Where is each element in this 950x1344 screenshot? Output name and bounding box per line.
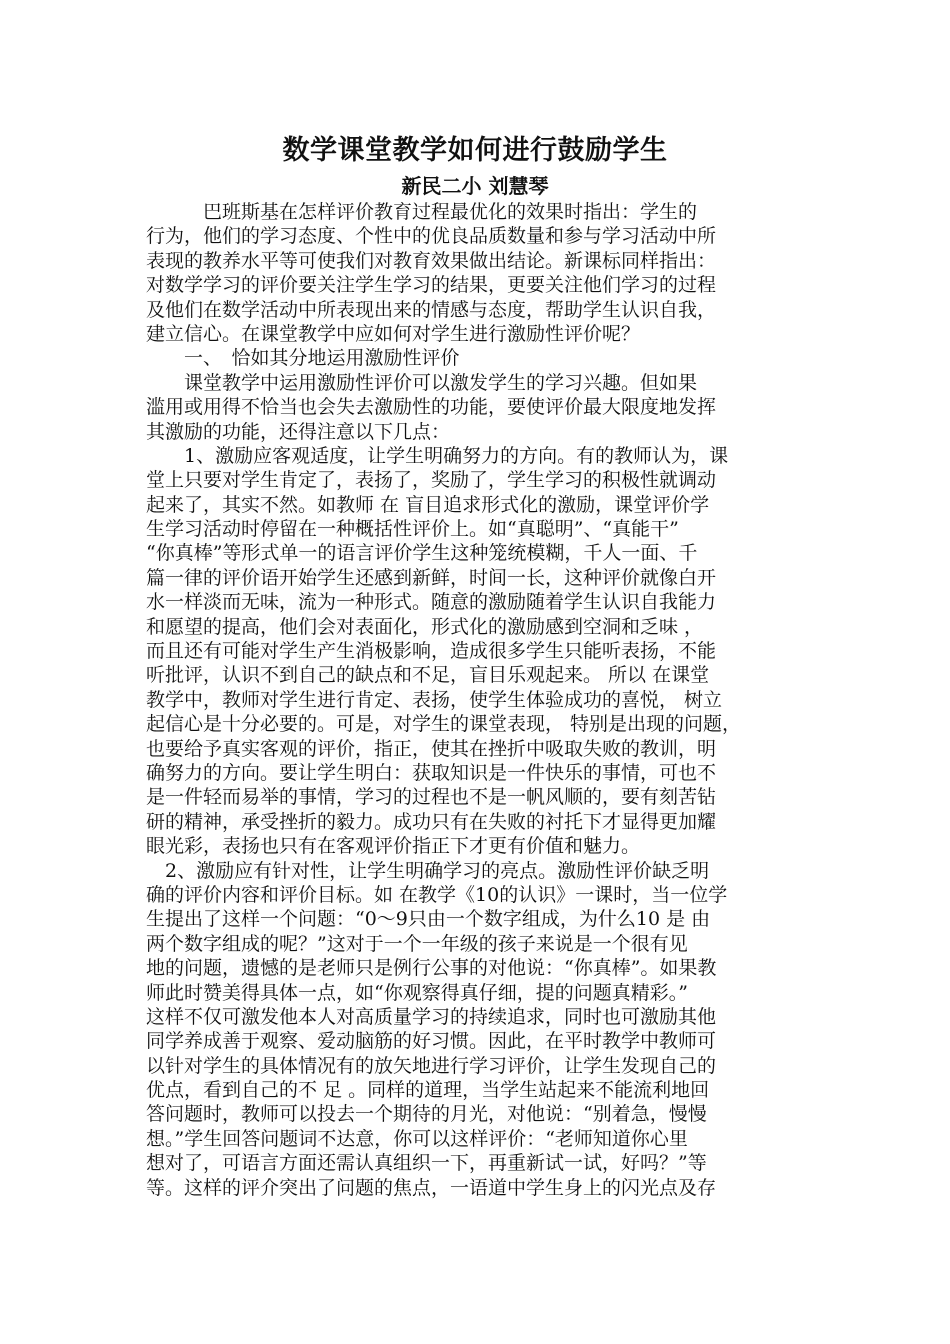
body-line: 对数学学习的评价要关注学生学习的结果，更要关注他们学习的过程 [146,274,717,297]
body-line: 和愿望的提高，他们会对表面化，形式化的激励感到空洞和乏味 ， [146,615,704,638]
body-line: 听批评，认识不到自己的缺点和不足，盲目乐观起来。 所以 在课堂 [146,664,710,687]
body-line: 优点，看到自己的不 足 。同样的道理，当学生站起来不能流利地回 [146,1079,710,1102]
body-line: 滥用或用得不恰当也会失去激励性的功能，要使评价最大限度地发挥 [146,396,717,419]
body-line: 这样不仅可激发他本人对高质量学习的持续追求，同时也可激励其他 [146,1005,717,1028]
body-line: 答问题时，教师可以投去一个期待的月光，对他说：“别着急，慢慢 [146,1103,707,1126]
body-line: 2、激励应有针对性，让学生明确学习的亮点。激励性评价缺乏明 [146,859,710,882]
document-body [146,200,808,1200]
body-line: 教学中，教师对学生进行肯定、表扬，使学生体验成功的喜悦， 树立 [146,688,723,711]
body-line: 及他们在数学活动中所表现出来的情感与态度，帮助学生认识自我， [146,298,717,321]
body-line: 想对了，可语言方面还需认真组织一下，再重新试一试，好吗？”等 [146,1152,707,1175]
body-line: 起信心是十分必要的。可是，对学生的课堂表现， 特别是出现的问题， [146,713,742,736]
body-line: 确努力的方向。要让学生明白：获取知识是一件快乐的事情，可也不 [146,761,717,784]
body-line: 师此时赞美得具体一点，如“你观察得真仔细，提的问题真精彩。” [146,981,688,1004]
body-line: 表现的教养水平等可使我们对教育效果做出结论。新课标同样指出： [146,249,717,272]
body-line: 同学养成善于观察、爱动脑筋的好习惯。因此，在平时教学中教师可 [146,1030,717,1053]
body-line: 起来了，其实不然。如教师 在 盲目追求形式化的激励，课堂评价学 [146,493,710,516]
body-line: 而且还有可能对学生产生消极影响，造成很多学生只能听表扬，不能 [146,640,717,663]
body-line: 水一样淡而无味，流为一种形式。随意的激励随着学生认识自我能力 [146,591,717,614]
body-line: 巴班斯基在怎样评价教育过程最优化的效果时指出：学生的 [146,201,698,223]
body-line: 生提出了这样一个问题：“0～9只由一个数字组成，为什么10 是 由 [146,908,711,931]
document-author: 新民二小 刘慧琴 [401,174,549,198]
body-line: 研的精神，承受挫折的毅力。成功只有在失败的衬托下才显得更加耀 [146,810,717,833]
body-line: 一、 恰如其分地运用激励性评价 [146,347,460,370]
body-line: 两个数字组成的呢？”这对于一个一年级的孩子来说是一个很有见 [146,932,688,955]
body-line: 想。”学生回答问题词不达意，你可以这样评价：“老师知道你心里 [146,1127,688,1150]
body-line: 确的评价内容和评价目标。如 在教学《10的认识》一课时，当一位学 [146,883,728,906]
body-line: 以针对学生的具体情况有的放矢地进行学习评价，让学生发现自己的 [146,1054,717,1077]
document-title: 数学课堂教学如何进行鼓励学生 [282,135,668,166]
body-line: 眼光彩，表扬也只有在客观评价指正下才更有价值和魅力。 [146,835,641,858]
body-line: 行为，他们的学习态度、个性中的优良品质数量和参与学习活动中所 [146,225,717,248]
body-line: 堂上只要对学生肯定了，表扬了，奖励了，学生学习的积极性就调动 [146,469,717,492]
body-line: 也要给予真实客观的评价，指正，使其在挫折中吸取失败的教训，明 [146,737,717,760]
body-line: 其激励的功能，还得注意以下几点： [146,420,451,443]
body-line: 课堂教学中运用激励性评价可以激发学生的学习兴趣。但如果 [146,371,698,394]
body-line: 生学习活动时停留在一种概括性评价上。如“真聪明”、“真能干” [146,518,679,541]
body-line: 建立信心。在课堂教学中应如何对学生进行激励性评价呢？ [146,322,641,345]
body-line: “你真棒”等形式单一的语言评价学生这种笼统模糊，千人一面、千 [146,542,698,565]
body-line: 是一件轻而易举的事情，学习的过程也不是一帆风顺的，要有刻苦钻 [146,786,717,809]
body-line: 篇一律的评价语开始学生还感到新鲜，时间一长，这种评价就像白开 [146,566,717,589]
body-line: 地的问题，遗憾的是老师只是例行公事的对他说：“你真棒”。如果教 [146,957,717,980]
body-line: 等。这样的评介突出了问题的焦点，一语道中学生身上的闪光点及存 [146,1176,717,1199]
body-line: 1、激励应客观适度，让学生明确努力的方向。有的教师认为，课 [146,444,729,467]
